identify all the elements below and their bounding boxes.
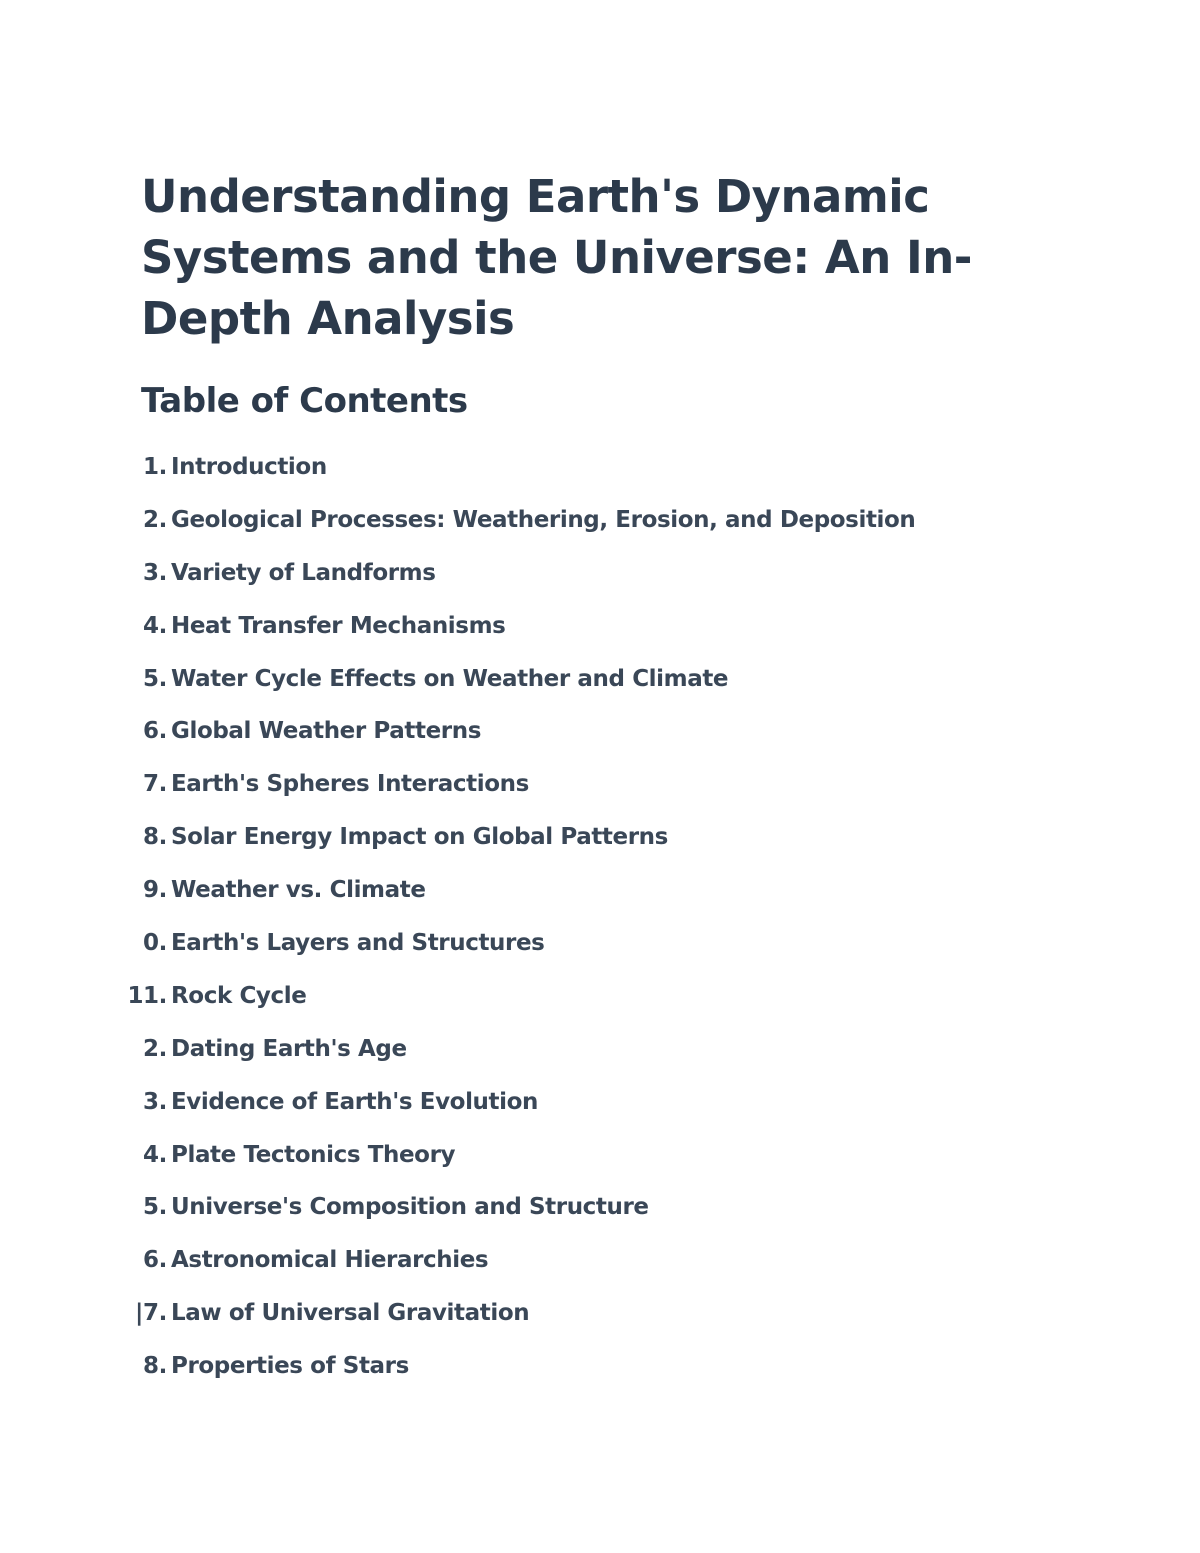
- toc-item-universe-composition: [0, 1188, 1000, 1241]
- toc-item-number: 8.: [143, 1353, 167, 1380]
- toc-item-number: 5.: [143, 1194, 167, 1221]
- toc-item-solar-energy: [0, 818, 1000, 871]
- toc-item-number: |7.: [135, 1300, 167, 1327]
- toc-item-label: Properties of Stars: [171, 1353, 409, 1380]
- toc-item-label: Weather vs. Climate: [171, 877, 426, 904]
- toc-item-rock-cycle: [0, 977, 1000, 1030]
- toc-item-label: Solar Energy Impact on Global Patterns: [171, 824, 668, 851]
- toc-item-properties-of-stars: [0, 1347, 1000, 1400]
- toc-item-label: Earth's Layers and Structures: [171, 930, 545, 957]
- toc-item-label: Rock Cycle: [171, 982, 307, 1009]
- toc-item-label: Introduction: [171, 454, 327, 480]
- toc-item-number: 2.: [143, 506, 167, 533]
- toc-item-label: Water Cycle Effects on Weather and Climate: [171, 665, 729, 692]
- toc-item-label: Evidence of Earth's Evolution: [171, 1088, 538, 1115]
- toc-item-geological-processes: [0, 501, 1000, 554]
- toc-item-number: 1.: [143, 454, 167, 480]
- toc-item-label: Variety of Landforms: [171, 559, 436, 586]
- toc-item-label: Astronomical Hierarchies: [171, 1247, 489, 1274]
- toc-item-number: 4.: [143, 1141, 167, 1168]
- document-title: Understanding Earth's Dynamic Systems and the Universe: An In-Depth Analysis: [141, 170, 972, 345]
- toc-item-number: 6.: [143, 718, 167, 745]
- toc-item-number: 2.: [143, 1035, 167, 1062]
- toc-item-weather-vs-climate: [0, 871, 1000, 924]
- toc-item-heat-transfer: [0, 607, 1000, 660]
- toc-item-label: Earth's Spheres Interactions: [171, 771, 529, 798]
- toc-item-number: 0.: [143, 930, 167, 957]
- toc-item-number: 9.: [143, 877, 167, 904]
- toc-item-earth-spheres: [0, 765, 1000, 818]
- toc-item-introduction: [0, 448, 1000, 501]
- toc-item-variety-of-landforms: [0, 554, 1000, 607]
- toc-item-earth-evolution: [0, 1083, 1000, 1136]
- toc-item-number: 5.: [143, 665, 167, 692]
- toc-heading: Table of Contents: [141, 381, 468, 421]
- toc-item-label: Dating Earth's Age: [171, 1035, 407, 1062]
- toc-item-global-weather-patterns: [0, 712, 1000, 765]
- toc-item-number: 11.: [127, 982, 167, 1009]
- toc-item-number: 3.: [143, 1088, 167, 1115]
- toc-item-number: 3.: [143, 559, 167, 586]
- toc-item-number: 4.: [143, 612, 167, 639]
- toc-item-label: Global Weather Patterns: [171, 718, 481, 745]
- toc-item-number: 7.: [143, 771, 167, 798]
- toc-item-label: Law of Universal Gravitation: [171, 1300, 530, 1327]
- toc-item-plate-tectonics: [0, 1136, 1000, 1189]
- toc-item-number: 8.: [143, 824, 167, 851]
- toc-item-label: Universe's Composition and Structure: [171, 1194, 649, 1221]
- toc-item-astronomical-hierarchies: [0, 1241, 1000, 1294]
- toc-item-label: Heat Transfer Mechanisms: [171, 612, 506, 639]
- toc-item-universal-gravitation: [0, 1294, 1000, 1347]
- toc-item-label: Plate Tectonics Theory: [171, 1141, 456, 1168]
- table-of-contents: [0, 448, 1000, 1400]
- toc-item-number: 6.: [143, 1247, 167, 1274]
- toc-item-dating-earth-age: [0, 1030, 1000, 1083]
- toc-item-earth-layers: [0, 924, 1000, 977]
- toc-item-water-cycle: [0, 660, 1000, 713]
- toc-item-label: Geological Processes: Weathering, Erosion, and Deposition: [171, 506, 916, 533]
